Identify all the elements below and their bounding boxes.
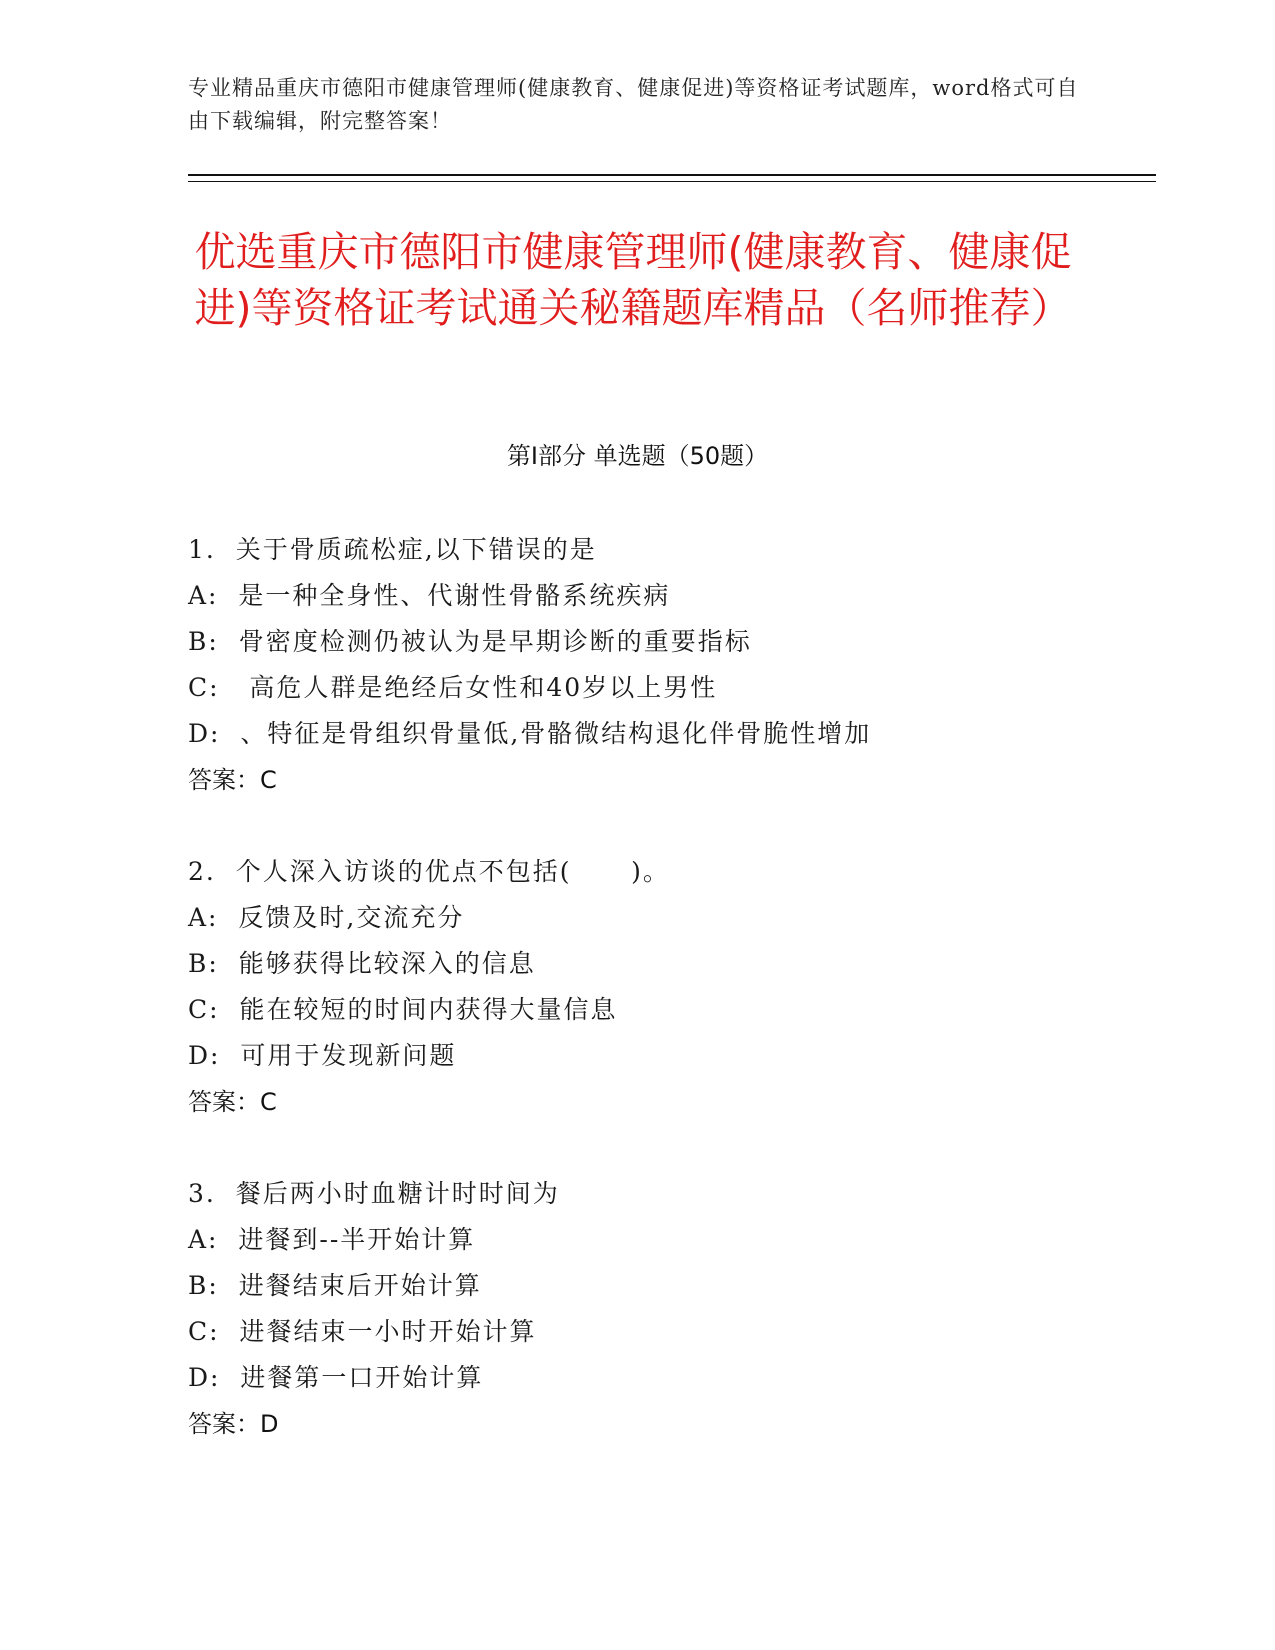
question-3 — [188, 1171, 1148, 1447]
answer-line: 答案：C — [188, 766, 277, 794]
question-1 — [188, 527, 1148, 803]
option-b: B: 进餐结束后开始计算 — [188, 1271, 482, 1300]
header-rule-thin — [188, 181, 1156, 182]
header-rule-thick — [188, 174, 1156, 176]
option-a: A: 进餐到--半开始计算 — [188, 1225, 476, 1254]
answer-line: 答案：D — [188, 1410, 279, 1438]
option-d: D: 、特征是骨组织骨量低,骨骼微结构退化伴骨脆性增加 — [188, 719, 872, 748]
option-b: B: 能够获得比较深入的信息 — [188, 949, 536, 978]
option-c: C: 能在较短的时间内获得大量信息 — [188, 995, 618, 1024]
question-list — [188, 527, 1148, 1493]
option-d: D: 可用于发现新问题 — [188, 1041, 457, 1070]
option-b: B: 骨密度检测仍被认为是早期诊断的重要指标 — [188, 627, 752, 656]
answer-line: 答案：C — [188, 1088, 277, 1116]
option-a: A: 是一种全身性、代谢性骨骼系统疾病 — [188, 581, 671, 610]
option-c: C: 高危人群是绝经后女性和40岁以上男性 — [188, 673, 718, 702]
question-stem: 1. 关于骨质疏松症,以下错误的是 — [188, 535, 597, 564]
section-title: 第Ⅰ部分 单选题（50题） — [506, 442, 769, 470]
question-2 — [188, 849, 1148, 1125]
option-c: C: 进餐结束一小时开始计算 — [188, 1317, 537, 1346]
question-stem: 2. 个人深入访谈的优点不包括( )。 — [188, 857, 670, 886]
document-title: 优选重庆市德阳市健康管理师(健康教育、健康促进)等资格证考试通关秘籍题库精品（名师推荐） — [194, 228, 1072, 332]
header-note: 专业精品重庆市德阳市健康管理师(健康教育、健康促进)等资格证考试题库，word格式可自由下载编辑，附完整答案！ — [188, 76, 1079, 133]
question-stem: 3. 餐后两小时血糖计时时间为 — [188, 1179, 560, 1208]
option-a: A: 反馈及时,交流充分 — [188, 903, 465, 932]
option-d: D: 进餐第一口开始计算 — [188, 1363, 484, 1392]
